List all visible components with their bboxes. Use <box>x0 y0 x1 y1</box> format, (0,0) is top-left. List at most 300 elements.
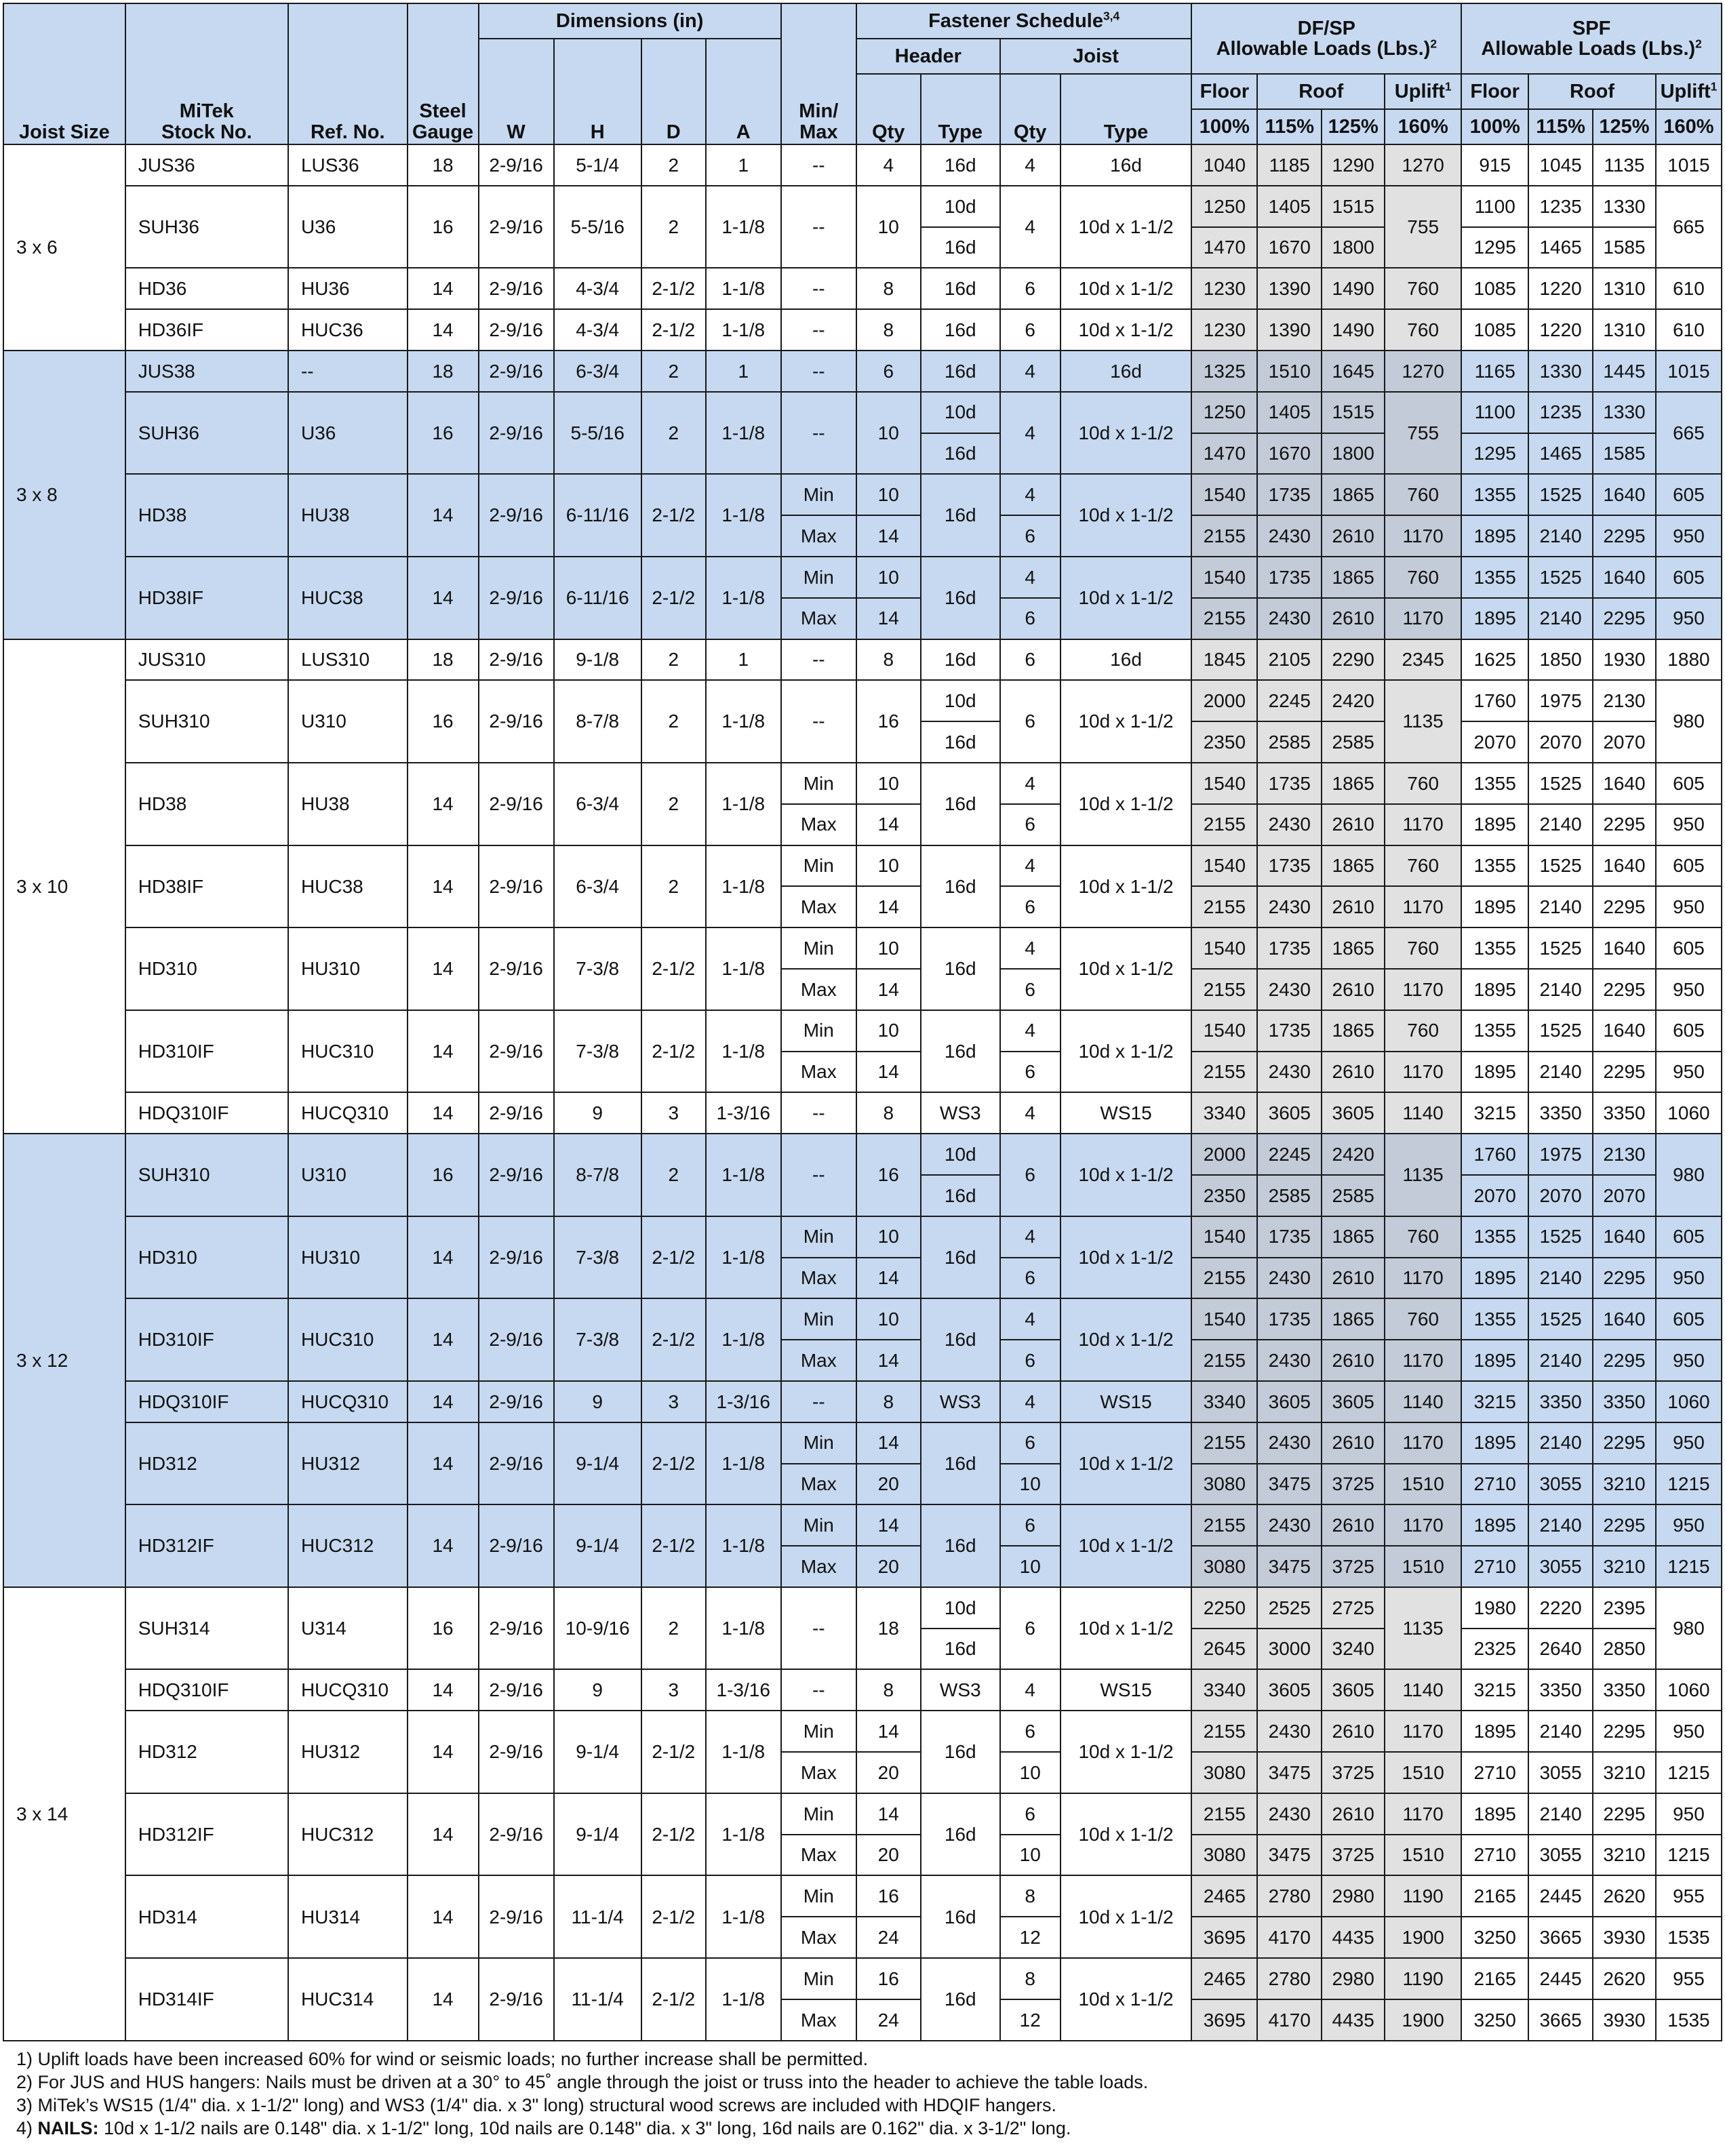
table-row <box>3 1504 1722 1546</box>
cell-spf-roof-125: 2070 <box>1593 1175 1656 1216</box>
cell-joist-type: 10d x 1-1/2 <box>1060 1958 1192 2041</box>
cell-spf-roof-125: 2295 <box>1593 1504 1656 1546</box>
cell-header-qty: 8 <box>856 1669 921 1711</box>
footnote-4: 4) NAILS: 10d x 1-1/2 nails are 0.148" dia. x 1-1/2" long, 10d nails are 0.148" dia. x 3" long, 16d nails are 0.162" dia. x 3-1/2" long. <box>16 2118 1071 2138</box>
cell-stock-no: HDQ310IF <box>125 1092 288 1134</box>
table-row <box>3 1958 1722 1999</box>
cell-w: 2-9/16 <box>479 1010 554 1093</box>
cell-gauge: 14 <box>408 474 479 557</box>
cell-header-qty: 8 <box>856 639 921 681</box>
cell-ref-no: HU310 <box>288 927 408 1010</box>
table-row <box>3 1711 1722 1752</box>
cell-d: 3 <box>641 1092 706 1134</box>
cell-dfsp-uplift: 1170 <box>1385 1258 1461 1299</box>
cell-a: 1-1/8 <box>706 680 781 763</box>
cell-dfsp-uplift: 1140 <box>1385 1092 1461 1134</box>
cell-ref-no: HU310 <box>288 1216 408 1299</box>
cell-header-type: 10d <box>921 1587 1000 1629</box>
cell-joist-qty: 4 <box>1000 927 1060 969</box>
cell-min-max: Min <box>781 1958 856 1999</box>
table-row <box>3 1134 1722 1175</box>
cell-dfsp-uplift: 1510 <box>1385 1464 1461 1505</box>
cell-joist-type: 10d x 1-1/2 <box>1060 557 1192 639</box>
cell-min-max: -- <box>781 1134 856 1216</box>
cell-spf-roof-125: 1640 <box>1593 474 1656 515</box>
cell-a: 1-1/8 <box>706 1134 781 1216</box>
cell-dfsp-uplift: 1135 <box>1385 1134 1461 1216</box>
cell-stock-no: HD312 <box>125 1422 288 1505</box>
cell-header-qty: 14 <box>856 1258 921 1299</box>
cell-gauge: 14 <box>408 763 479 845</box>
cell-joist-type: 10d x 1-1/2 <box>1060 1793 1192 1876</box>
cell-dfsp-roof-125: 3725 <box>1322 1464 1385 1505</box>
dfsp-pct-100: 100% <box>1191 109 1257 144</box>
cell-joist-size: 3 x 12 <box>3 1134 125 1587</box>
cell-dfsp-roof-125: 1865 <box>1322 927 1385 969</box>
table-row <box>3 1875 1722 1917</box>
cell-min-max: Min <box>781 927 856 969</box>
cell-header-qty: 10 <box>856 763 921 804</box>
cell-spf-floor: 1895 <box>1461 1711 1528 1752</box>
cell-dfsp-roof-115: 4170 <box>1257 1999 1322 2041</box>
cell-joist-qty: 8 <box>1000 1875 1060 1917</box>
cell-gauge: 16 <box>408 186 479 268</box>
cell-dfsp-uplift: 1510 <box>1385 1835 1461 1876</box>
cell-gauge: 14 <box>408 1958 479 2041</box>
cell-h: 9 <box>554 1092 641 1134</box>
cell-spf-floor: 1895 <box>1461 515 1528 557</box>
cell-header-qty: 16 <box>856 1958 921 1999</box>
cell-joist-type: 10d x 1-1/2 <box>1060 680 1192 763</box>
cell-d: 2 <box>641 186 706 268</box>
cell-spf-uplift: 605 <box>1656 845 1722 887</box>
cell-spf-roof-125: 1640 <box>1593 763 1656 804</box>
cell-header-type: 16d <box>921 557 1000 639</box>
cell-dfsp-floor: 1540 <box>1191 1216 1257 1258</box>
cell-stock-no: JUS36 <box>125 144 288 186</box>
cell-dfsp-roof-115: 3475 <box>1257 1464 1322 1505</box>
cell-joist-qty: 4 <box>1000 392 1060 475</box>
cell-gauge: 16 <box>408 392 479 475</box>
cell-spf-roof-115: 1235 <box>1528 186 1593 227</box>
cell-a: 1-1/8 <box>706 1010 781 1093</box>
col-stock-no: MiTek Stock No. <box>125 3 288 144</box>
dfsp-roof: Roof <box>1257 74 1385 109</box>
cell-gauge: 16 <box>408 1587 479 1670</box>
cell-spf-uplift: 665 <box>1656 392 1722 475</box>
cell-d: 2-1/2 <box>641 474 706 557</box>
cell-dfsp-floor: 2155 <box>1191 804 1257 845</box>
cell-min-max: -- <box>781 1669 856 1711</box>
cell-dfsp-floor: 1540 <box>1191 1010 1257 1052</box>
cell-spf-uplift: 605 <box>1656 474 1722 515</box>
cell-header-qty: 10 <box>856 845 921 887</box>
cell-d: 2-1/2 <box>641 1875 706 1958</box>
cell-w: 2-9/16 <box>479 639 554 681</box>
cell-header-qty: 14 <box>856 804 921 845</box>
cell-dfsp-roof-115: 3605 <box>1257 1669 1322 1711</box>
cell-header-qty: 10 <box>856 186 921 268</box>
cell-header-qty: 16 <box>856 1134 921 1216</box>
cell-dfsp-roof-125: 1645 <box>1322 351 1385 392</box>
cell-ref-no: LUS36 <box>288 144 408 186</box>
cell-joist-qty: 10 <box>1000 1752 1060 1793</box>
cell-ref-no: U36 <box>288 186 408 268</box>
table-row <box>3 1298 1722 1340</box>
cell-header-type: 16d <box>921 144 1000 186</box>
cell-spf-uplift: 950 <box>1656 1793 1722 1835</box>
cell-spf-roof-125: 2130 <box>1593 1134 1656 1175</box>
cell-header-qty: 10 <box>856 392 921 475</box>
cell-dfsp-floor: 1540 <box>1191 927 1257 969</box>
cell-spf-floor: 1355 <box>1461 1298 1528 1340</box>
cell-dfsp-uplift: 760 <box>1385 557 1461 598</box>
cell-gauge: 14 <box>408 1875 479 1958</box>
table-row <box>3 392 1722 433</box>
cell-a: 1-1/8 <box>706 1958 781 2041</box>
cell-min-max: Max <box>781 1917 856 1958</box>
cell-dfsp-roof-125: 4435 <box>1322 1999 1385 2041</box>
cell-min-max: Max <box>781 1752 856 1793</box>
table-body <box>3 144 1722 2041</box>
cell-h: 8-7/8 <box>554 680 641 763</box>
cell-dfsp-roof-125: 2585 <box>1322 1175 1385 1216</box>
cell-h: 8-7/8 <box>554 1134 641 1216</box>
cell-spf-floor: 1895 <box>1461 598 1528 639</box>
cell-dfsp-roof-125: 2420 <box>1322 680 1385 721</box>
cell-dfsp-uplift: 1270 <box>1385 144 1461 186</box>
cell-spf-roof-115: 3350 <box>1528 1381 1593 1422</box>
cell-spf-floor: 1895 <box>1461 1422 1528 1464</box>
col-steel-gauge: Steel Gauge <box>408 3 479 144</box>
cell-spf-uplift: 1535 <box>1656 1999 1722 2041</box>
cell-header-type: WS3 <box>921 1092 1000 1134</box>
cell-d: 2 <box>641 144 706 186</box>
cell-stock-no: HD36IF <box>125 309 288 351</box>
cell-header-type: 16d <box>921 763 1000 845</box>
cell-header-qty: 8 <box>856 309 921 351</box>
cell-dfsp-roof-115: 2245 <box>1257 1134 1322 1175</box>
cell-d: 2-1/2 <box>641 1216 706 1299</box>
table-row <box>3 1422 1722 1464</box>
cell-d: 2-1/2 <box>641 1793 706 1876</box>
cell-spf-uplift: 605 <box>1656 1010 1722 1052</box>
cell-spf-roof-115: 3350 <box>1528 1092 1593 1134</box>
cell-header-qty: 24 <box>856 1999 921 2041</box>
cell-dfsp-uplift: 760 <box>1385 1010 1461 1052</box>
cell-a: 1 <box>706 351 781 392</box>
cell-header-type: 16d <box>921 927 1000 1010</box>
cell-joist-qty: 6 <box>1000 515 1060 557</box>
cell-joist-qty: 6 <box>1000 1587 1060 1670</box>
cell-header-qty: 10 <box>856 1298 921 1340</box>
cell-dfsp-uplift: 1170 <box>1385 886 1461 927</box>
footnotes <box>16 2048 1148 2140</box>
cell-spf-roof-115: 3055 <box>1528 1464 1593 1505</box>
cell-spf-roof-115: 1975 <box>1528 680 1593 721</box>
cell-stock-no: JUS310 <box>125 639 288 681</box>
cell-spf-floor: 3215 <box>1461 1381 1528 1422</box>
cell-ref-no: HUC38 <box>288 557 408 639</box>
cell-spf-floor: 2325 <box>1461 1629 1528 1670</box>
cell-spf-uplift: 950 <box>1656 886 1722 927</box>
cell-ref-no: HUC314 <box>288 1958 408 2041</box>
cell-dfsp-floor: 2155 <box>1191 1422 1257 1464</box>
cell-dfsp-uplift: 760 <box>1385 845 1461 887</box>
cell-joist-qty: 4 <box>1000 144 1060 186</box>
cell-min-max: Max <box>781 1999 856 2041</box>
dfsp-uplift: Uplift$^1$ <box>1385 74 1461 109</box>
cell-spf-uplift: 980 <box>1656 680 1722 763</box>
cell-dfsp-roof-115: 1735 <box>1257 557 1322 598</box>
cell-dfsp-uplift: 1135 <box>1385 1587 1461 1670</box>
cell-dfsp-roof-125: 1865 <box>1322 474 1385 515</box>
cell-joist-qty: 10 <box>1000 1835 1060 1876</box>
cell-joist-qty: 6 <box>1000 804 1060 845</box>
cell-spf-roof-115: 1220 <box>1528 268 1593 309</box>
cell-dfsp-floor: 1040 <box>1191 144 1257 186</box>
cell-w: 2-9/16 <box>479 186 554 268</box>
table-row <box>3 309 1722 351</box>
cell-dfsp-roof-125: 2585 <box>1322 721 1385 763</box>
cell-spf-floor: 2710 <box>1461 1464 1528 1505</box>
cell-w: 2-9/16 <box>479 1134 554 1216</box>
cell-min-max: Max <box>781 1835 856 1876</box>
cell-joist-qty: 4 <box>1000 763 1060 804</box>
cell-dfsp-roof-115: 2780 <box>1257 1875 1322 1917</box>
cell-stock-no: HD38IF <box>125 557 288 639</box>
cell-dfsp-roof-125: 3605 <box>1322 1092 1385 1134</box>
cell-w: 2-9/16 <box>479 1298 554 1381</box>
cell-stock-no: HDQ310IF <box>125 1381 288 1422</box>
cell-h: 7-3/8 <box>554 1298 641 1381</box>
cell-h: 6-11/16 <box>554 474 641 557</box>
cell-spf-roof-115: 1525 <box>1528 927 1593 969</box>
cell-gauge: 14 <box>408 1010 479 1093</box>
cell-dfsp-uplift: 1170 <box>1385 1504 1461 1546</box>
cell-gauge: 14 <box>408 1216 479 1299</box>
cell-dfsp-floor: 1540 <box>1191 845 1257 887</box>
table-row <box>3 557 1722 598</box>
col-h: H <box>554 39 641 144</box>
cell-dfsp-roof-125: 1865 <box>1322 1298 1385 1340</box>
cell-dfsp-roof-115: 1735 <box>1257 1298 1322 1340</box>
cell-spf-floor: 1295 <box>1461 433 1528 475</box>
cell-spf-uplift: 1215 <box>1656 1752 1722 1793</box>
cell-min-max: -- <box>781 1092 856 1134</box>
cell-joist-qty: 6 <box>1000 969 1060 1010</box>
cell-spf-floor: 1625 <box>1461 639 1528 681</box>
cell-header-qty: 10 <box>856 1216 921 1258</box>
cell-joist-qty: 6 <box>1000 1504 1060 1546</box>
cell-header-type: 16d <box>921 1010 1000 1093</box>
cell-joist-qty: 4 <box>1000 1092 1060 1134</box>
cell-gauge: 14 <box>408 309 479 351</box>
cell-joist-qty: 4 <box>1000 557 1060 598</box>
cell-spf-roof-125: 2295 <box>1593 804 1656 845</box>
cell-spf-uplift: 665 <box>1656 186 1722 268</box>
cell-h: 9-1/4 <box>554 1793 641 1876</box>
cell-joist-type: 10d x 1-1/2 <box>1060 1134 1192 1216</box>
cell-dfsp-uplift: 1170 <box>1385 1052 1461 1093</box>
cell-spf-floor: 1355 <box>1461 474 1528 515</box>
cell-spf-roof-125: 3210 <box>1593 1835 1656 1876</box>
cell-spf-roof-125: 2295 <box>1593 1793 1656 1835</box>
cell-a: 1-1/8 <box>706 309 781 351</box>
cell-ref-no: HUC36 <box>288 309 408 351</box>
cell-dfsp-uplift: 1900 <box>1385 1999 1461 2041</box>
cell-ref-no: HU38 <box>288 474 408 557</box>
cell-spf-floor: 915 <box>1461 144 1528 186</box>
cell-w: 2-9/16 <box>479 268 554 309</box>
cell-dfsp-roof-115: 2105 <box>1257 639 1322 681</box>
cell-min-max: Min <box>781 1875 856 1917</box>
cell-dfsp-roof-115: 1735 <box>1257 845 1322 887</box>
cell-joist-qty: 4 <box>1000 1010 1060 1052</box>
cell-spf-uplift: 605 <box>1656 1298 1722 1340</box>
cell-header-type: 16d <box>921 227 1000 268</box>
cell-h: 6-3/4 <box>554 845 641 928</box>
cell-spf-uplift: 950 <box>1656 598 1722 639</box>
cell-stock-no: HD310 <box>125 1216 288 1299</box>
cell-spf-uplift: 1060 <box>1656 1669 1722 1711</box>
cell-dfsp-roof-125: 2420 <box>1322 1134 1385 1175</box>
cell-header-type: 16d <box>921 351 1000 392</box>
cell-dfsp-roof-125: 2610 <box>1322 1711 1385 1752</box>
col-header-qty: Qty <box>856 74 921 144</box>
cell-spf-floor: 1895 <box>1461 1052 1528 1093</box>
cell-dfsp-roof-125: 2610 <box>1322 1340 1385 1381</box>
cell-spf-floor: 1895 <box>1461 886 1528 927</box>
cell-header-qty: 14 <box>856 886 921 927</box>
cell-spf-roof-125: 2295 <box>1593 1258 1656 1299</box>
cell-spf-uplift: 605 <box>1656 1216 1722 1258</box>
cell-spf-floor: 1895 <box>1461 969 1528 1010</box>
cell-dfsp-roof-115: 2585 <box>1257 1175 1322 1216</box>
cell-joist-qty: 6 <box>1000 1258 1060 1299</box>
cell-spf-roof-115: 1465 <box>1528 227 1593 268</box>
cell-a: 1-1/8 <box>706 1793 781 1876</box>
cell-h: 9-1/4 <box>554 1422 641 1505</box>
cell-dfsp-roof-125: 2610 <box>1322 1504 1385 1546</box>
cell-spf-uplift: 950 <box>1656 1504 1722 1546</box>
group-dimensions: Dimensions (in) <box>479 3 781 39</box>
cell-spf-uplift: 955 <box>1656 1958 1722 1999</box>
cell-stock-no: SUH36 <box>125 186 288 268</box>
cell-spf-roof-125: 1135 <box>1593 144 1656 186</box>
cell-spf-uplift: 610 <box>1656 268 1722 309</box>
cell-joist-type: 10d x 1-1/2 <box>1060 845 1192 928</box>
cell-min-max: -- <box>781 144 856 186</box>
cell-dfsp-roof-125: 2610 <box>1322 1052 1385 1093</box>
cell-dfsp-uplift: 1170 <box>1385 969 1461 1010</box>
cell-joist-type: 10d x 1-1/2 <box>1060 1298 1192 1381</box>
cell-dfsp-uplift: 1140 <box>1385 1381 1461 1422</box>
spf-uplift: Uplift$^1$ <box>1656 74 1722 109</box>
cell-spf-roof-115: 2140 <box>1528 1340 1593 1381</box>
col-joist-type: Type <box>1060 74 1192 144</box>
cell-dfsp-roof-125: 2725 <box>1322 1587 1385 1629</box>
cell-joist-qty: 4 <box>1000 1298 1060 1340</box>
cell-spf-roof-125: 1640 <box>1593 557 1656 598</box>
cell-spf-floor: 1895 <box>1461 1340 1528 1381</box>
cell-stock-no: HD310IF <box>125 1010 288 1093</box>
cell-dfsp-uplift: 1170 <box>1385 1422 1461 1464</box>
cell-header-type: 16d <box>921 309 1000 351</box>
cell-h: 11-1/4 <box>554 1958 641 2041</box>
cell-spf-roof-125: 1640 <box>1593 1010 1656 1052</box>
cell-spf-roof-125: 3350 <box>1593 1669 1656 1711</box>
cell-dfsp-roof-125: 1490 <box>1322 309 1385 351</box>
cell-dfsp-uplift: 1510 <box>1385 1546 1461 1587</box>
cell-spf-floor: 1355 <box>1461 1010 1528 1052</box>
cell-spf-roof-115: 1330 <box>1528 351 1593 392</box>
cell-stock-no: HDQ310IF <box>125 1669 288 1711</box>
cell-a: 1-1/8 <box>706 1711 781 1793</box>
cell-a: 1-3/16 <box>706 1669 781 1711</box>
cell-dfsp-floor: 2155 <box>1191 1052 1257 1093</box>
group-header-fastener: Header <box>856 39 1000 74</box>
cell-dfsp-uplift: 1170 <box>1385 515 1461 557</box>
cell-spf-roof-115: 3055 <box>1528 1752 1593 1793</box>
cell-joist-type: 10d x 1-1/2 <box>1060 1422 1192 1505</box>
cell-a: 1-3/16 <box>706 1381 781 1422</box>
cell-spf-floor: 2710 <box>1461 1546 1528 1587</box>
cell-dfsp-floor: 2465 <box>1191 1958 1257 1999</box>
cell-spf-roof-115: 1975 <box>1528 1134 1593 1175</box>
cell-stock-no: HD314IF <box>125 1958 288 2041</box>
cell-spf-roof-125: 2295 <box>1593 1052 1656 1093</box>
cell-spf-uplift: 1215 <box>1656 1464 1722 1505</box>
cell-spf-roof-125: 2130 <box>1593 680 1656 721</box>
cell-d: 2 <box>641 1587 706 1670</box>
cell-spf-floor: 1355 <box>1461 1216 1528 1258</box>
cell-w: 2-9/16 <box>479 763 554 845</box>
cell-header-qty: 16 <box>856 680 921 763</box>
cell-stock-no: HD38IF <box>125 845 288 928</box>
cell-spf-uplift: 1015 <box>1656 351 1722 392</box>
cell-header-type: 16d <box>921 1422 1000 1505</box>
cell-spf-roof-115: 3350 <box>1528 1669 1593 1711</box>
cell-dfsp-uplift: 1510 <box>1385 1752 1461 1793</box>
cell-dfsp-floor: 2155 <box>1191 1711 1257 1752</box>
cell-gauge: 14 <box>408 845 479 928</box>
cell-joist-qty: 10 <box>1000 1464 1060 1505</box>
cell-joist-type: 10d x 1-1/2 <box>1060 1587 1192 1670</box>
cell-dfsp-uplift: 1135 <box>1385 680 1461 763</box>
cell-d: 2-1/2 <box>641 927 706 1010</box>
cell-header-type: 16d <box>921 1504 1000 1587</box>
cell-min-max: Min <box>781 1010 856 1052</box>
cell-dfsp-uplift: 760 <box>1385 763 1461 804</box>
table-row <box>3 474 1722 515</box>
cell-joist-type: WS15 <box>1060 1381 1192 1422</box>
cell-header-qty: 20 <box>856 1464 921 1505</box>
cell-header-qty: 14 <box>856 1793 921 1835</box>
cell-spf-roof-115: 1850 <box>1528 639 1593 681</box>
cell-a: 1-1/8 <box>706 1422 781 1505</box>
cell-a: 1-1/8 <box>706 1587 781 1670</box>
cell-dfsp-roof-115: 1735 <box>1257 1216 1322 1258</box>
cell-dfsp-uplift: 1140 <box>1385 1669 1461 1711</box>
cell-dfsp-floor: 1230 <box>1191 268 1257 309</box>
cell-dfsp-roof-115: 3475 <box>1257 1752 1322 1793</box>
cell-dfsp-floor: 2000 <box>1191 680 1257 721</box>
cell-header-qty: 8 <box>856 268 921 309</box>
cell-header-type: 16d <box>921 639 1000 681</box>
cell-d: 2 <box>641 845 706 928</box>
cell-stock-no: SUH310 <box>125 680 288 763</box>
